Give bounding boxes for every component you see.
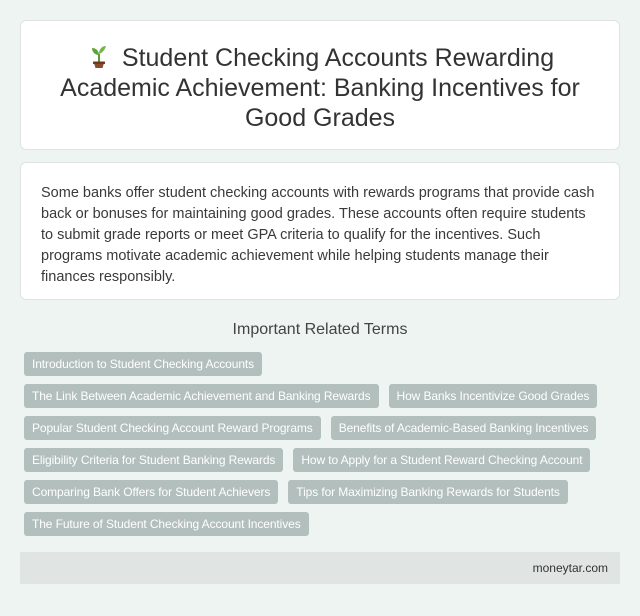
title-card [20,20,620,150]
footer [20,552,620,584]
footer-site[interactable]: moneytar.com [532,561,608,575]
page-title-text: Student Checking Accounts Rewarding Academic Achievement: Banking Incentives for Good Grades [60,44,580,132]
term-tag[interactable]: Introduction to Student Checking Accounts [24,352,262,376]
sprout-icon [86,43,112,69]
related-terms-list [20,352,620,536]
term-tag[interactable]: Eligibility Criteria for Student Banking Rewards [24,448,283,472]
term-tag[interactable]: The Future of Student Checking Account Incentives [24,512,309,536]
summary-card [20,162,620,300]
page-title [21,43,619,133]
related-terms-heading: Important Related Terms [232,321,408,338]
term-tag[interactable]: Benefits of Academic-Based Banking Incentives [331,416,597,440]
term-tag[interactable]: Comparing Bank Offers for Student Achievers [24,480,278,504]
term-tag[interactable]: How Banks Incentivize Good Grades [389,384,598,408]
term-tag[interactable]: How to Apply for a Student Reward Checking Account [293,448,590,472]
summary-text: Some banks offer student checking accounts with rewards programs that provide cash back or bonuses for maintaining good grades. These accounts often require students to submit grade reports or meet GPA criteria to qualify for the incentives. Such programs motivate academic achievement while helping students manage their finances responsibly. [41,185,595,285]
term-tag[interactable]: Tips for Maximizing Banking Rewards for Students [288,480,568,504]
term-tag[interactable]: Popular Student Checking Account Reward Programs [24,416,321,440]
term-tag[interactable]: The Link Between Academic Achievement and Banking Rewards [24,384,379,408]
